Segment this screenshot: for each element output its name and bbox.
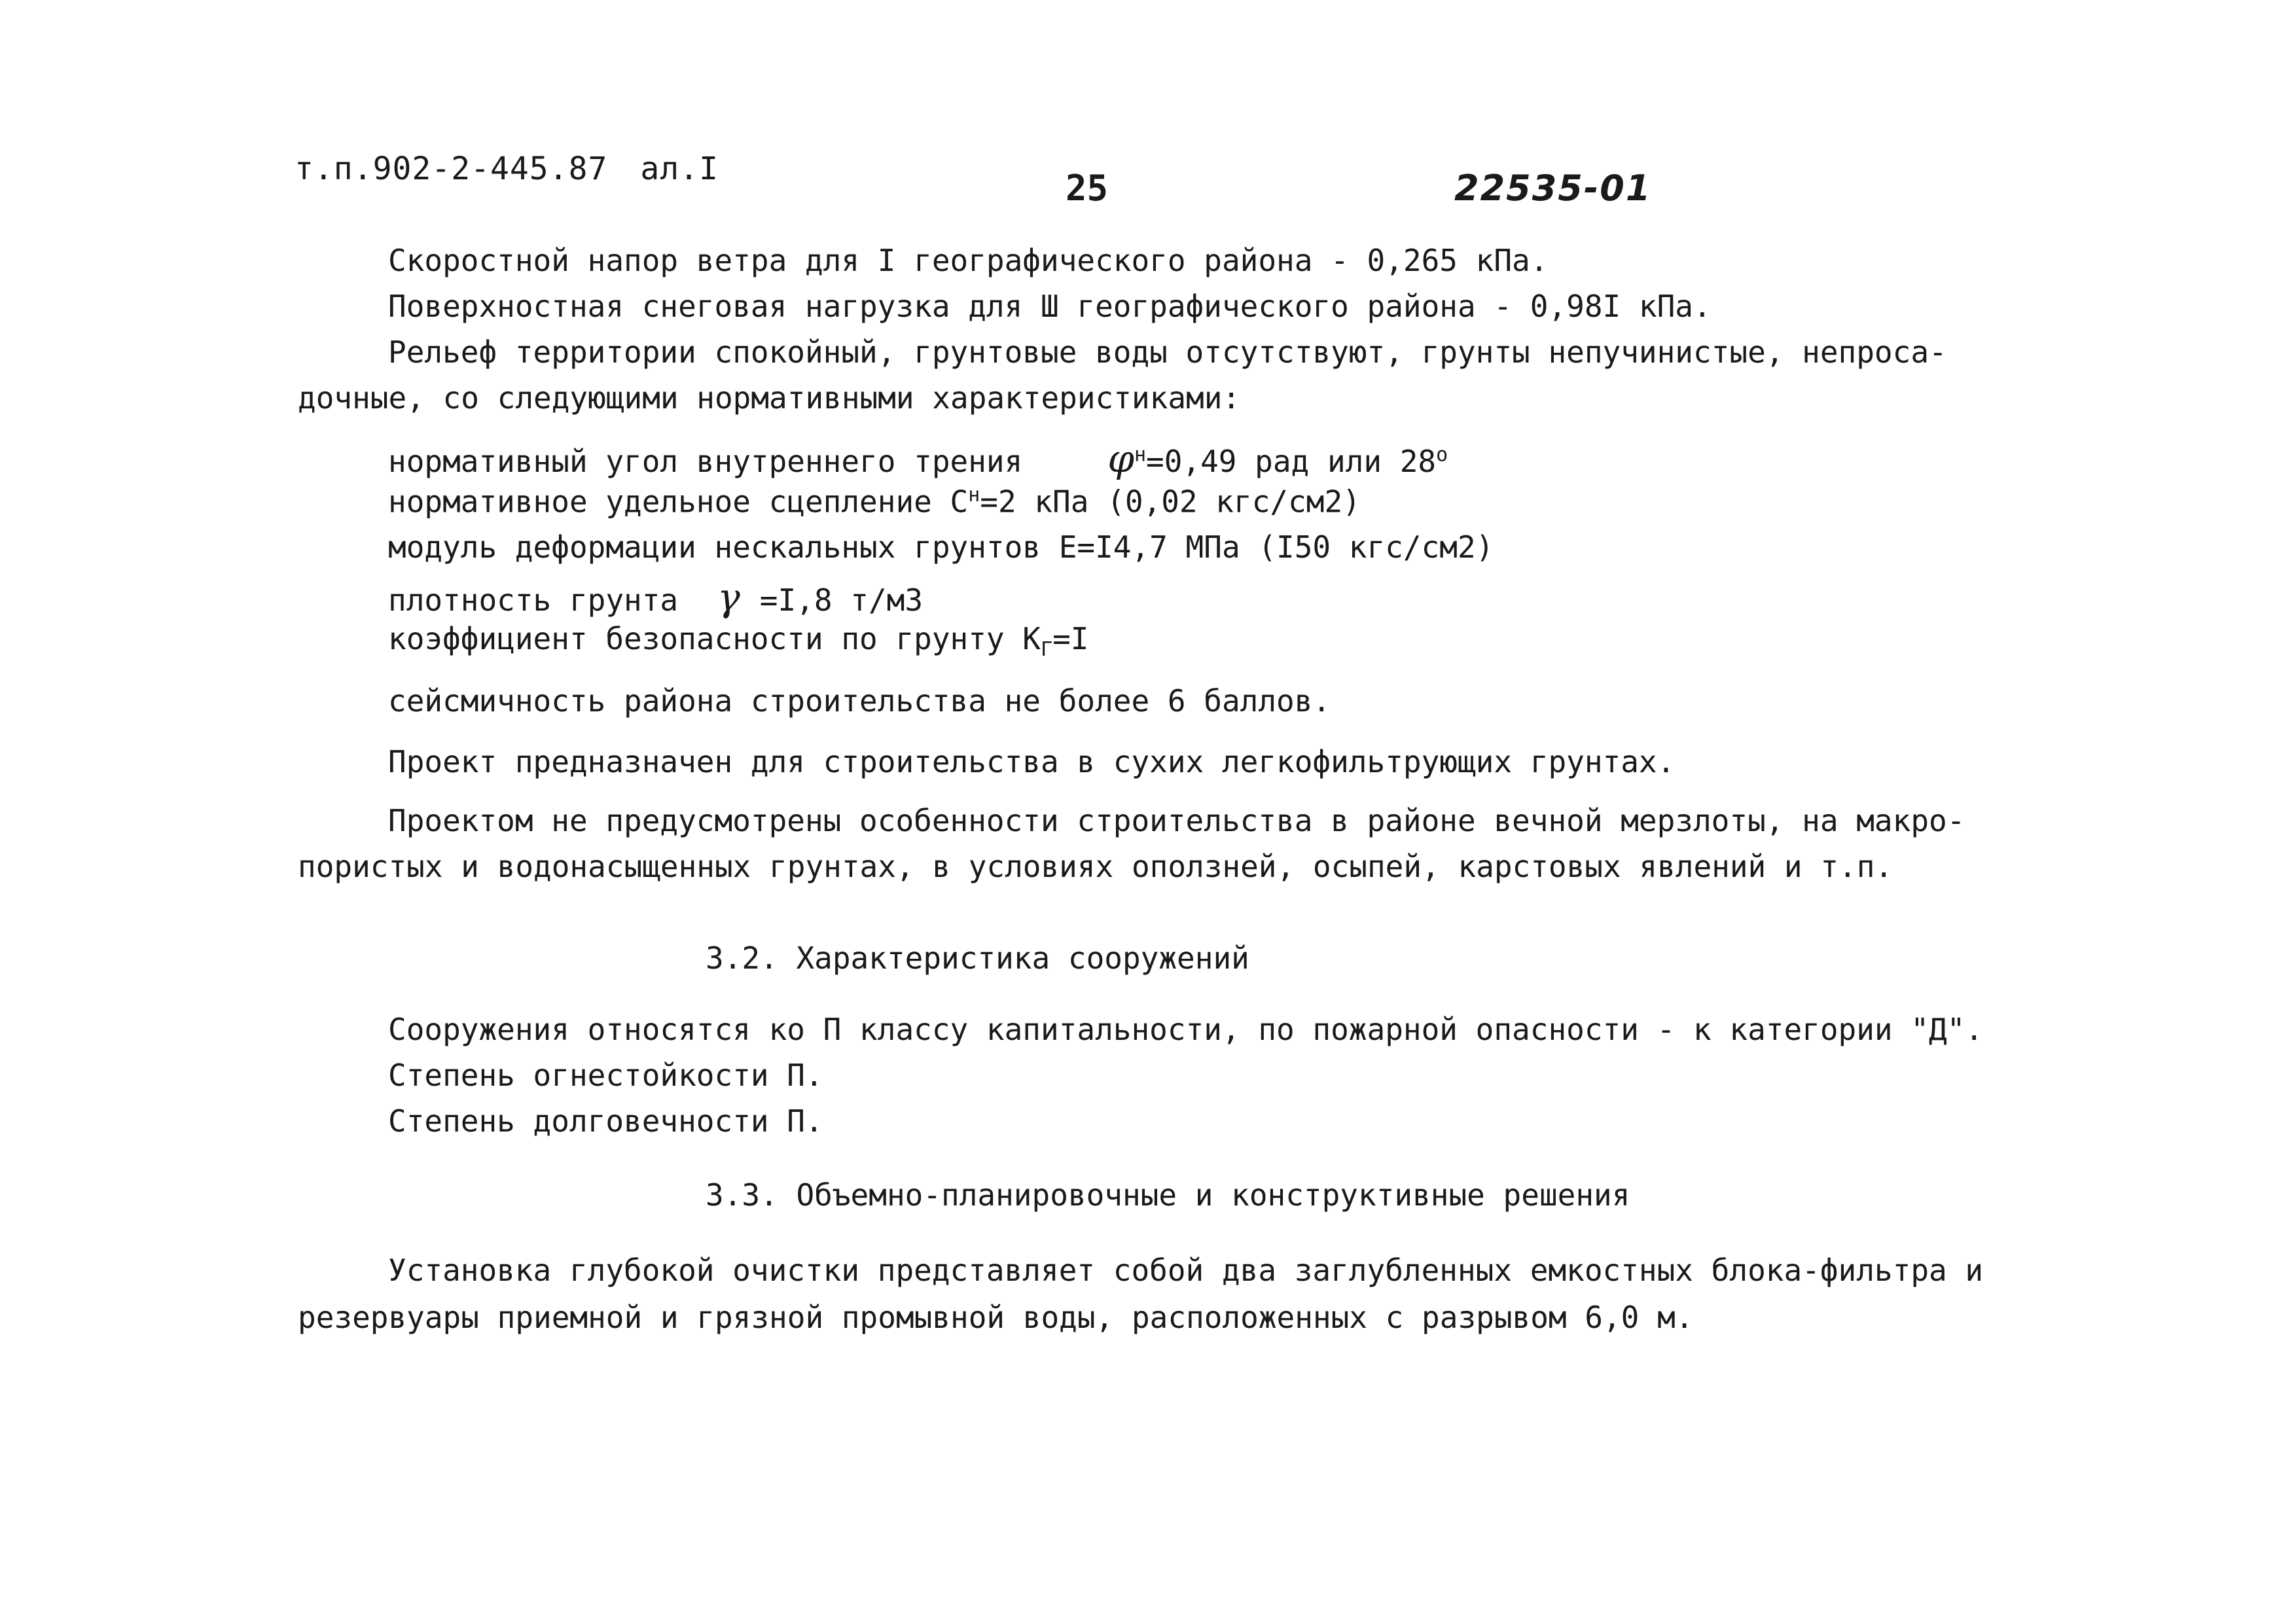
exclusions-line-2: пористых и водонасыщенных грунтах, в условиях оползней, осыпей, карстовых явлений и т.п. — [298, 849, 1893, 884]
exclusions-line-1: Проектом не предусмотрены особенности строительства в районе вечной мерзлоты, на макро- — [388, 803, 1965, 838]
sheet-label: ал.I — [640, 151, 719, 187]
relief-line-1: Рельеф территории спокойный, грунтовые воды отсутствуют, грунты непучинистые, непроса- — [388, 334, 1947, 370]
gamma-symbol: γ — [717, 575, 740, 620]
safety-factor-label: коэффициент безопасности по грунту К — [388, 621, 1041, 656]
project-purpose-line: Проект предназначен для строительства в сухих легкофильтрующих грунтах. — [388, 744, 1676, 779]
phi-symbol: φ — [1107, 437, 1134, 481]
section-3-2-title: 3.2. Характеристика сооружений — [706, 940, 1249, 976]
installation-line-1: Установка глубокой очистки представляет собой два заглубленных емкостных блока-фильтра и — [388, 1253, 1984, 1288]
cohesion-value: =2 кПа (0,02 кгс/см2) — [980, 484, 1361, 520]
density-value: =I,8 т/м3 — [759, 582, 924, 618]
wind-pressure-line: Скоростной напор ветра для I географического района - 0,265 кПа. — [388, 243, 1549, 278]
relief-line-2: дочные, со следующими нормативными характеристиками: — [298, 380, 1241, 416]
snow-load-line: Поверхностная снеговая нагрузка для Ш географического района - 0,98I кПа. — [388, 289, 1712, 324]
safety-factor-value: =I — [1052, 621, 1089, 656]
density-label: плотность грунта — [388, 582, 679, 618]
friction-angle-value: =0,49 рад или 28 — [1146, 444, 1437, 479]
fire-resistance-line: Степень огнестойкости П. — [388, 1058, 823, 1093]
cohesion-label: нормативное удельное сцепление С — [388, 484, 969, 520]
safety-factor-subscript: Г — [1041, 638, 1053, 662]
page-number: 25 — [1066, 168, 1109, 209]
deformation-modulus-line: модуль деформации нескальных грунтов Е=I4,7 МПа (I50 кгс/см2) — [388, 529, 1494, 565]
section-3-3-title: 3.3. Объемно-планировочные и конструктивные решения — [706, 1177, 1630, 1213]
degree-sign: o — [1436, 443, 1448, 467]
structures-class-line: Сооружения относятся ко П классу капитальности, по пожарной опасности - к категории "Д". — [388, 1012, 1984, 1047]
phi-superscript: н — [1134, 443, 1146, 467]
doc-header-left — [295, 151, 719, 187]
doc-reference: т.п.902-2-445.87 — [295, 151, 608, 187]
soil-density-line — [388, 576, 923, 620]
cohesion-superscript: н — [968, 484, 980, 507]
safety-factor-line — [388, 622, 1088, 662]
friction-angle-label: нормативный угол внутреннего трения — [388, 444, 1023, 479]
doc-code-handwritten: 22535-01 — [1454, 168, 1652, 209]
friction-angle-line — [388, 437, 1448, 481]
cohesion-line — [388, 484, 1361, 519]
durability-line: Степень долговечности П. — [388, 1103, 823, 1139]
seismic-line: сейсмичность района строительства не более 6 баллов. — [388, 683, 1331, 719]
installation-line-2: резервуары приемной и грязной промывной воды, расположенных с разрывом 6,0 м. — [298, 1300, 1694, 1335]
